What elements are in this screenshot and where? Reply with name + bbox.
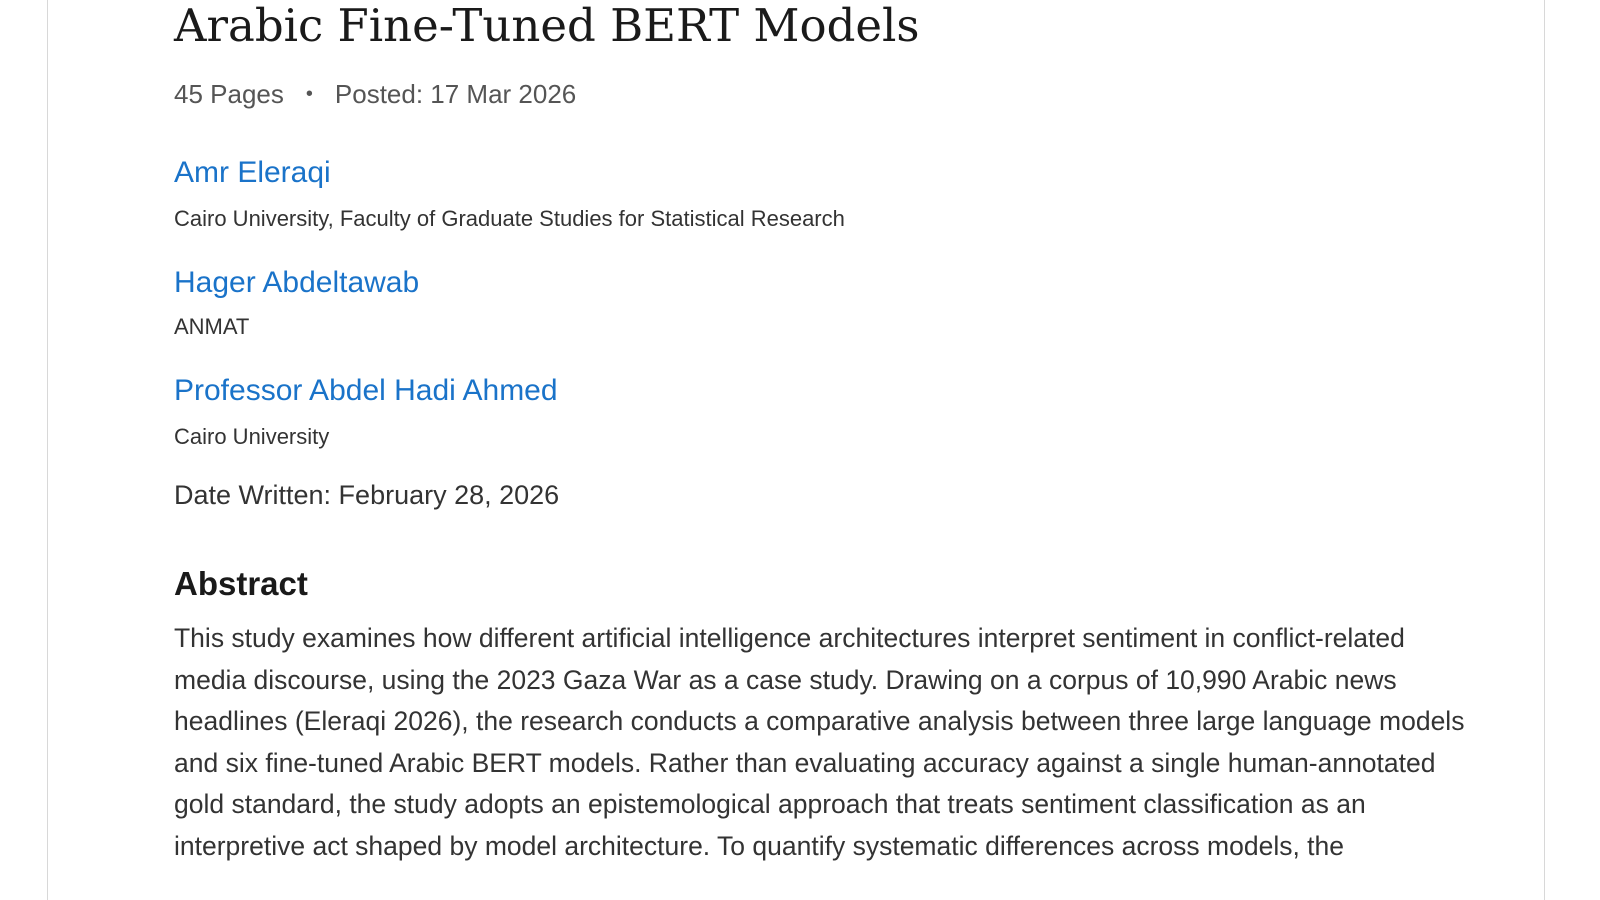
author-link-amr-eleraqi[interactable]: Amr Eleraqi xyxy=(174,156,331,189)
abstract-text xyxy=(174,618,1514,868)
abstract-line: media discourse, using the 2023 Gaza War as a case study. Drawing on a corpus of 10,990 Arabic news xyxy=(174,664,1397,695)
author-affiliation: Cairo University, Faculty of Graduate Studies for Statistical Research xyxy=(174,206,845,231)
author-link-abdel-hadi-ahmed[interactable]: Professor Abdel Hadi Ahmed xyxy=(174,374,558,407)
meta-separator: • xyxy=(305,83,313,105)
abstract-line: headlines (Eleraqi 2026), the research conducts a comparative analysis between three large language models xyxy=(174,706,1465,737)
author-link-hager-abdeltawab[interactable]: Hager Abdeltawab xyxy=(174,266,420,299)
abstract-line: and six fine-tuned Arabic BERT models. Rather than evaluating accuracy against a single human-annotated xyxy=(174,747,1436,778)
abstract-line: interpretive act shaped by model architecture. To quantify systematic differences across models, the xyxy=(174,830,1345,861)
author-affiliation: ANMAT xyxy=(174,314,250,339)
paper-title-line-2: Arabic Fine-Tuned BERT Models xyxy=(174,0,920,52)
page-count: 45 Pages xyxy=(174,79,284,109)
paper-title xyxy=(174,0,1116,60)
posted-date: Posted: 17 Mar 2026 xyxy=(334,79,577,109)
abstract-line: This study examines how different artificial intelligence architectures interpret sentiment in conflict-related xyxy=(174,623,1405,653)
author-affiliation: Cairo University xyxy=(174,424,330,449)
date-written: Date Written: February 28, 2026 xyxy=(174,480,560,510)
abstract-heading: Abstract xyxy=(174,565,308,602)
abstract-line: gold standard, the study adopts an epistemological approach that treats sentiment classification as an xyxy=(174,789,1366,820)
paper-meta xyxy=(174,79,576,110)
paper-card xyxy=(47,0,1545,900)
